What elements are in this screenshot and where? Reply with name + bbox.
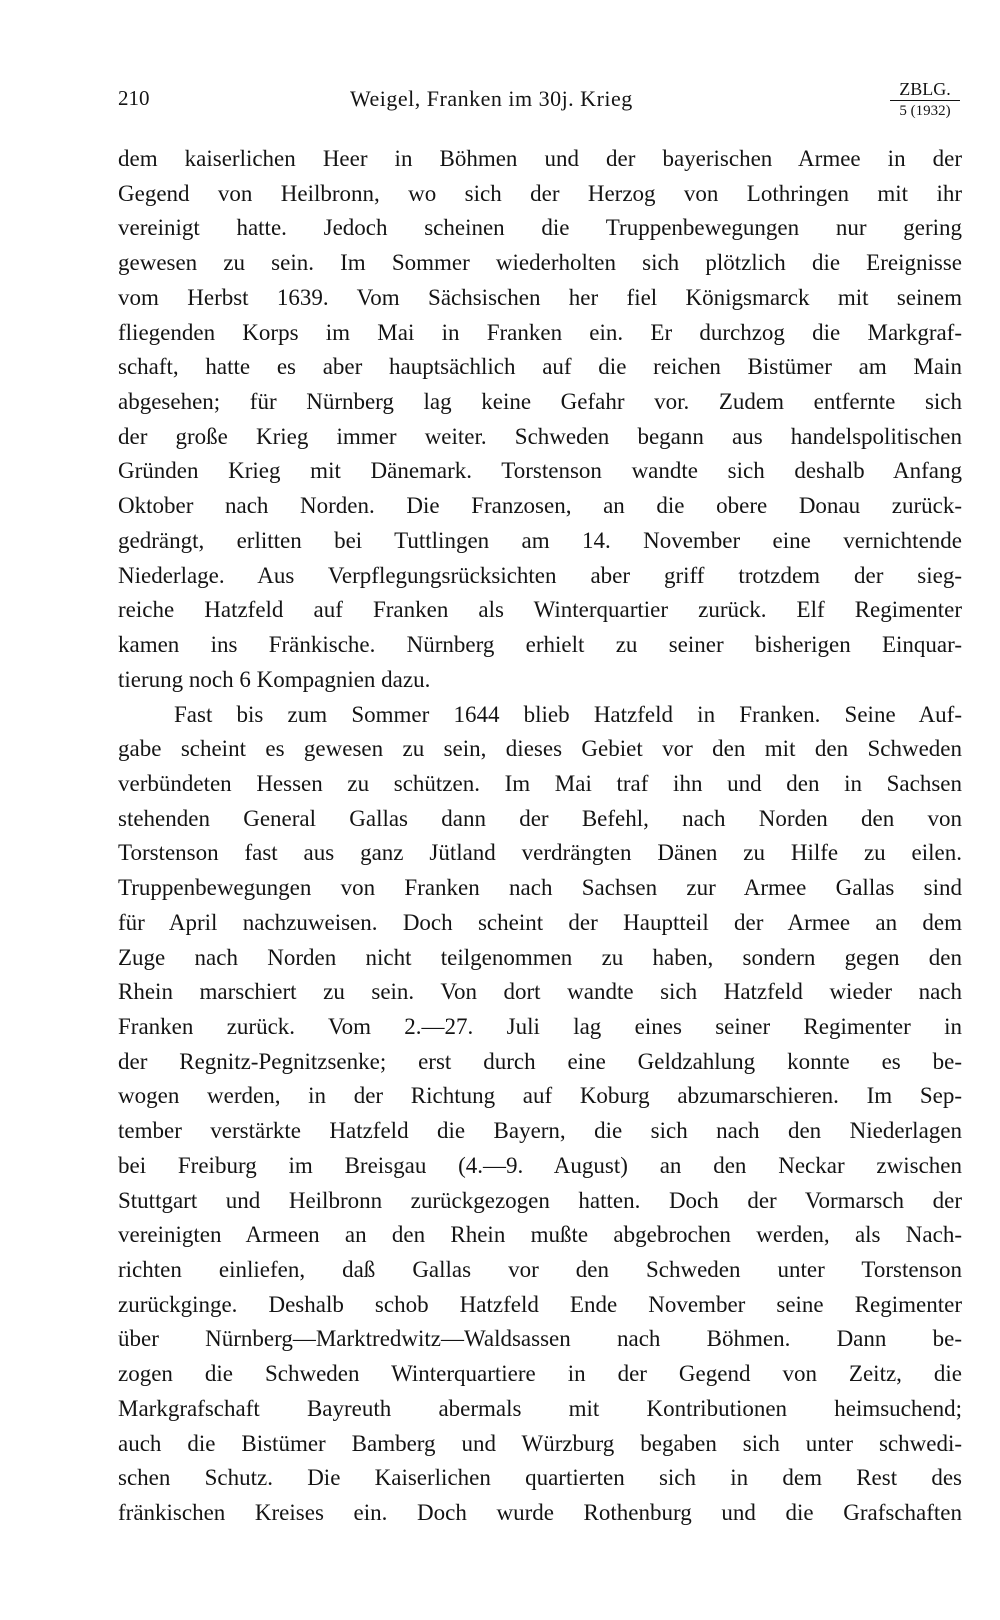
text-line: dem kaiserlichen Heer in Böhmen und der bayerischen Armee in der (118, 146, 962, 171)
text-line: Niederlage. Aus Verpflegungsrücksichten aber griff trotzdem der sieg- (118, 562, 962, 588)
text-line: bei Freiburg im Breisgau (4.—9. August) an den Neckar zwischen (118, 1152, 962, 1178)
journal-abbreviation: ZBLG. (890, 80, 960, 101)
journal-volume: 5 (1932) (899, 103, 951, 119)
journal-reference (890, 80, 960, 119)
text-line: Zuge nach Norden nicht teilgenommen zu haben, sondern gegen den (118, 944, 962, 970)
text-line: Markgrafschaft Bayreuth abermals mit Kontributionen heimsuchend; (118, 1395, 962, 1421)
text-line: richten einliefen, daß Gallas vor den Schweden unter Torstenson (118, 1257, 962, 1282)
text-line: über Nürnberg—Marktredwitz—Waldsassen nach Böhmen. Dann be- (118, 1326, 962, 1352)
text-line: der große Krieg immer weiter. Schweden begann aus handelspolitischen (118, 423, 962, 449)
text-line: vereinigten Armeen an den Rhein mußte abgebrochen werden, als Nach- (118, 1222, 962, 1248)
text-line: Gegend von Heilbronn, wo sich der Herzog von Lothringen mit ihr (118, 180, 962, 206)
text-line: reiche Hatzfeld auf Franken als Winterquartier zurück. Elf Regimenter (118, 597, 962, 623)
text-line: fliegenden Korps im Mai in Franken ein. Er durchzog die Markgraf- (118, 319, 962, 345)
text-line: Franken zurück. Vom 2.—27. Juli lag eines seiner Regimenter in (118, 1013, 962, 1039)
text-line: fränkischen Kreises ein. Doch wurde Rothenburg und die Grafschaften (118, 1500, 962, 1526)
paragraph-first-line: Fast bis zum Sommer 1644 blieb Hatzfeld in Franken. Seine Auf- (174, 701, 962, 727)
text-line: gedrängt, erlitten bei Tuttlingen am 14. November eine vernichtende (118, 527, 962, 553)
text-line: stehenden General Gallas dann der Befehl, nach Norden den von (118, 805, 962, 831)
page-header (118, 80, 960, 130)
text-line: Truppenbewegungen von Franken nach Sachsen zur Armee Gallas sind (118, 875, 962, 901)
text-line: Oktober nach Norden. Die Franzosen, an die obere Donau zurück- (118, 493, 962, 519)
text-line: für April nachzuweisen. Doch scheint der Hauptteil der Armee an dem (118, 909, 962, 935)
text-line: Torstenson fast aus ganz Jütland verdrängten Dänen zu Hilfe zu eilen. (118, 840, 962, 866)
text-line: der Regnitz-Pegnitzsenke; erst durch eine Geldzahlung konnte es be- (118, 1048, 962, 1074)
text-line: auch die Bistümer Bamberg und Würzburg begaben sich unter schwedi- (118, 1430, 962, 1456)
text-line: Gründen Krieg mit Dänemark. Torstenson wandte sich deshalb Anfang (118, 458, 962, 484)
text-line: kamen ins Fränkische. Nürnberg erhielt zu seiner bisherigen Einquar- (118, 632, 962, 658)
text-line: zogen die Schweden Winterquartiere in der Gegend von Zeitz, die (118, 1361, 962, 1387)
text-line: tember verstärkte Hatzfeld die Bayern, die sich nach den Niederlagen (118, 1118, 962, 1144)
text-line: vereinigt hatte. Jedoch scheinen die Truppenbewegungen nur gering (118, 215, 962, 241)
text-line: vom Herbst 1639. Vom Sächsischen her fiel Königsmarck mit seinem (118, 284, 962, 310)
text-line: gewesen zu sein. Im Sommer wiederholten sich plötzlich die Ereignisse (118, 250, 962, 276)
running-title: Weigel, Franken im 30j. Krieg (350, 86, 633, 111)
body-text (118, 142, 962, 1531)
text-line: schen Schutz. Die Kaiserlichen quartierten sich in dem Rest des (118, 1465, 962, 1491)
text-line: tierung noch 6 Kompagnien dazu. (118, 666, 431, 692)
page-number: 210 (118, 86, 150, 110)
text-line: abgesehen; für Nürnberg lag keine Gefahr vor. Zudem entfernte sich (118, 389, 962, 415)
text-line: Stuttgart und Heilbronn zurückgezogen hatten. Doch der Vormarsch der (118, 1187, 962, 1213)
text-line: wogen werden, in der Richtung auf Koburg abzumarschieren. Im Sep- (118, 1083, 962, 1109)
text-line: gabe scheint es gewesen zu sein, dieses Gebiet vor den mit den Schweden (118, 736, 962, 762)
text-line: verbündeten Hessen zu schützen. Im Mai traf ihn und den in Sachsen (118, 770, 962, 796)
text-line: zurückginge. Deshalb schob Hatzfeld Ende November seine Regimenter (118, 1291, 962, 1317)
text-line: Rhein marschiert zu sein. Von dort wandte sich Hatzfeld wieder nach (118, 979, 962, 1005)
text-line: schaft, hatte es aber hauptsächlich auf die reichen Bistümer am Main (118, 354, 962, 380)
